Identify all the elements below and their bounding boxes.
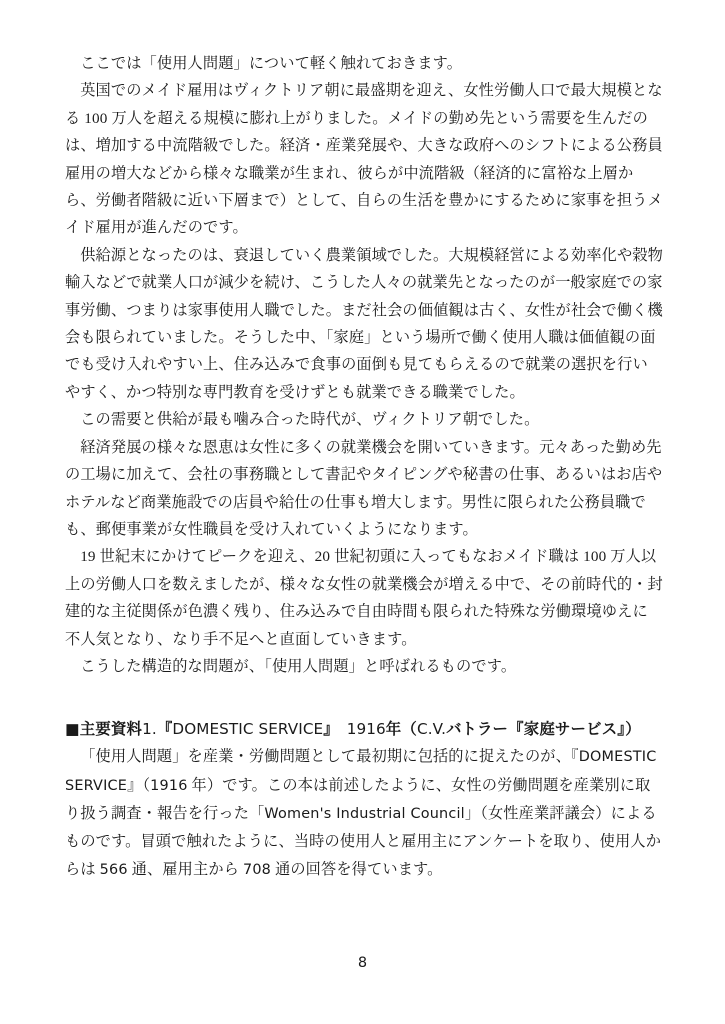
section-paragraph-1 — [65, 743, 663, 884]
section-heading-close-quote: 』 — [323, 720, 332, 738]
section-heading-author-latin: C.V. — [416, 719, 447, 738]
segment-latin-count-708: 708 — [242, 861, 272, 878]
body-paragraph-6: 19 世紀末にかけてピークを迎え、20 世紀初頭に入ってもなおメイド職は 100 万人以上の労働人口を数えましたが、様々な女性の就業機会が増える中で、その前時代的・封建的な主従関係が色濃く残り、住み込みで自由時間も限られた特殊な労働環境ゆえに不人気となり、なり手不足へと直面していきます。 — [65, 548, 663, 648]
body-paragraph-3: 供給源となったのは、衰退していく農業領域でした。大規模経営による効率化や穀物輸入などで就業人口が減少を続け、こうした人々の就業先となったのが一般家庭での家事労働、つまりは家事使用人職でした。まだ社会の価値観は古く、女性が社会で働く機会も限られていました。そうした中、「家庭」という場所で働く使用人職は価値観の面でも受け入れやすい上、住み込みで食事の面倒も見てもらえるので就業の選択を行いやすく、かつ特別な専門教育を受けずとも就業できる職業でした。 — [65, 246, 664, 401]
segment-ja: 「使用人問題」を産業・労働問題として最初期に包括的に捉えたのが、『 — [80, 748, 579, 766]
section-bullet-icon: ■ — [65, 719, 80, 738]
section-heading — [65, 716, 663, 743]
section-heading-open-quote: 『 — [156, 720, 173, 738]
page-content — [65, 50, 663, 884]
section-heading-title-latin: DOMESTIC SERVICE — [172, 719, 324, 738]
body-paragraph-4: この需要と供給が最も噛み合った時代が、ヴィクトリア朝でした。 — [80, 411, 540, 429]
body-paragraph-7: こうした構造的な問題が、「使用人問題」と呼ばれるものです。 — [80, 657, 517, 675]
page-number: 8 — [357, 955, 368, 971]
section-heading-prefix: 主要資料 — [79, 720, 143, 738]
section-heading-work-close: 』 — [617, 720, 626, 738]
section-heading-work-title: 家庭サービス — [523, 720, 618, 738]
section-heading-author-close: ） — [625, 720, 641, 738]
segment-ja: 』（ — [127, 776, 151, 794]
section-heading-year-unit: 年 — [385, 720, 402, 738]
segment-latin-count-566: 566 — [99, 861, 128, 878]
section-heading-year: 1916 — [346, 719, 386, 738]
body-paragraph-1: ここでは「使用人問題」について軽く触れておきます。 — [80, 55, 463, 72]
segment-ja: 年）です。この本は前述したように、女性の労働問題を産業別に取り扱う調査・報告を行った「 — [65, 776, 651, 822]
section-heading-author-ja: バトラー — [446, 720, 509, 738]
segment-latin-domestic-service: DOMESTIC SERVICE — [65, 749, 662, 794]
body-paragraph-2: 英国でのメイド雇用はヴィクトリア朝に最盛期を迎え、女性労働人口で最大規模となる 100 万人を超える規模に膨れ上がりました。メイドの勤め先という需要を生んだのは、増加する中流階級でした。経済・産業発展や、大きな政府へのシフトによる公務員雇用の増大などから様々な職業が生まれ、彼らが中流階級（経済的に富裕な上層から、労働者階級に近い下層まで）として、自らの生活を豊かにするために家事を担うメイド雇用が進んだのです。 — [65, 82, 663, 237]
segment-ja: 通、雇用主から — [127, 860, 243, 878]
segment-latin-year-1916: 1916 — [150, 777, 188, 794]
section-heading-work-open: 『 — [508, 720, 524, 738]
section-heading-spacer — [331, 721, 347, 738]
segment-latin-womens-industrial-council: Women's Industrial Council — [264, 805, 465, 822]
section-heading-number: 1 — [142, 719, 152, 738]
section-heading-author-open: （ — [401, 720, 417, 738]
segment-ja: 」（女性産業評議会）によるものです。冒頭で触れたように、当時の使用人と雇用主にアンケートを取り、使用人からは — [65, 804, 662, 878]
section-heading-separator: . — [151, 719, 157, 738]
section-spacer-small — [65, 708, 663, 716]
section-spacer — [65, 680, 663, 707]
body-paragraph-5: 経済発展の様々な恩恵は女性に多くの就業機会を開いていきます。元々あった勤め先の工場に加えて、会社の事務職として書記やタイピングや秘書の仕事、あるいはお店やホテルなど商業施設での店員や給仕の仕事も増大します。男性に限られた公務員職でも、郵便事業が女性職員を受け入れていくようになります。 — [65, 438, 663, 538]
segment-ja: 通の回答を得ています。 — [271, 860, 443, 878]
